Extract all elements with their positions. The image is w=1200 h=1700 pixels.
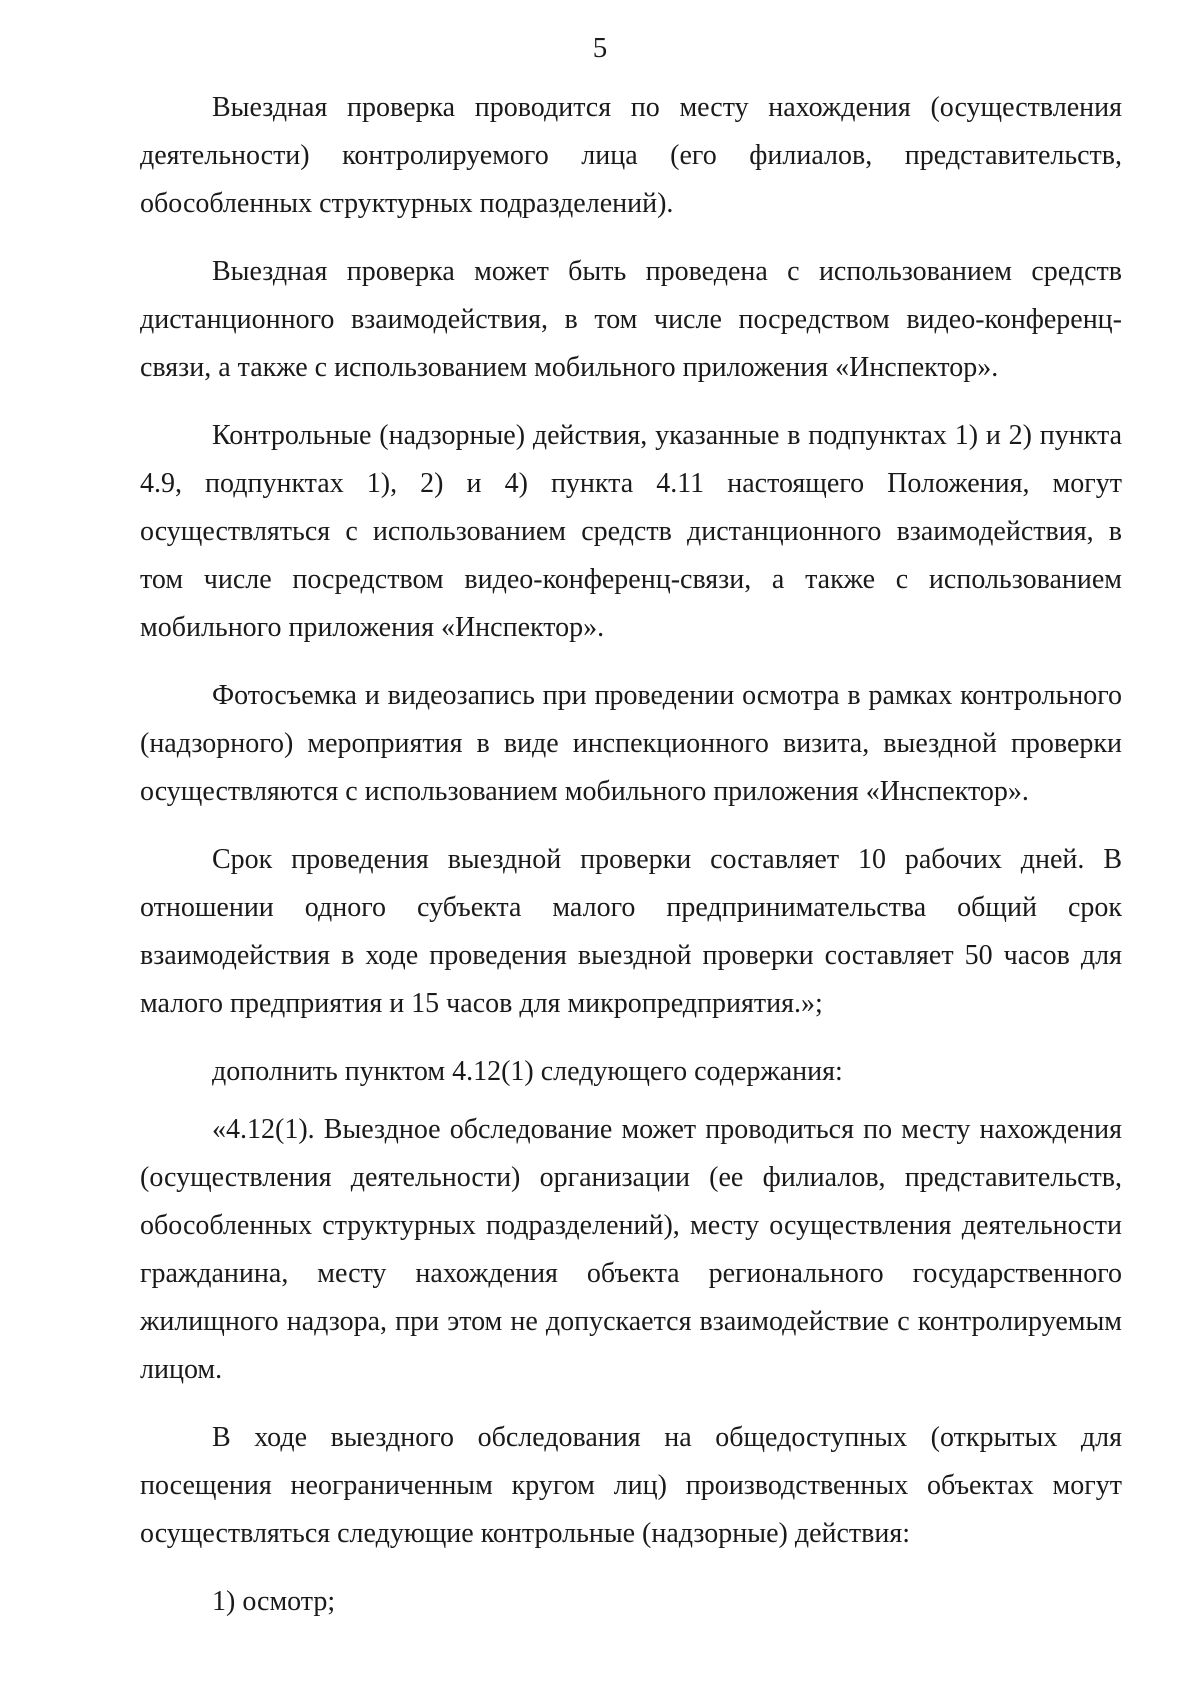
paragraph-onsite-inspection-location: Выездная проверка проводится по месту нахождения (осуществления деятельности) контролируемого лица (его филиалов, представительств, обособленных структурных подразделений). xyxy=(140,92,1122,219)
list-item-inspection: 1) осмотр; xyxy=(212,1586,336,1617)
paragraph-photo-video: Фотосъемка и видеозапись при проведении осмотра в рамках контрольного (надзорного) мероприятия в виде инспекционного визита, выездной проверки осуществляются с использованием мобильного приложения «Инспектор». xyxy=(140,680,1122,807)
paragraph-public-objects: В ходе выездного обследования на общедоступных (открытых для посещения неограниченным кругом лиц) производственных объектах могут осуществляться следующие контрольные (надзорные) действия: xyxy=(140,1422,1122,1549)
paragraph-clause-4-12-1: «4.12(1). Выездное обследование может проводиться по месту нахождения (осуществления деятельности) организации (ее филиалов, представительств, обособленных структурных подразделений), месту осуществления деятельности гражданина, месту нахождения объекта регионального государственного жилищного надзора, при этом не допускается взаимодействие с контролируемым лицом. xyxy=(140,1114,1122,1385)
document-body xyxy=(140,84,1122,1646)
paragraph-amendment-intro: дополнить пунктом 4.12(1) следующего содержания: xyxy=(212,1056,843,1087)
paragraph-remote-interaction: Выездная проверка может быть проведена с использованием средств дистанционного взаимодействия, в том числе посредством видео-конференц-связи, а также с использованием мобильного приложения «Инспектор». xyxy=(140,256,1122,383)
page-number: 5 xyxy=(592,32,608,64)
paragraph-inspection-duration: Срок проведения выездной проверки составляет 10 рабочих дней. В отношении одного субъекта малого предпринимательства общий срок взаимодействия в ходе проведения выездной проверки составляет 50 часов для малого предприятия и 15 часов для микропредприятия.»; xyxy=(140,844,1122,1019)
paragraph-control-actions: Контрольные (надзорные) действия, указанные в подпунктах 1) и 2) пункта 4.9, подпунктах 1), 2) и 4) пункта 4.11 настоящего Положения, могут осуществляться с использованием средств дистанционного взаимодействия, в том числе посредством видео-конференц-связи, а также с использованием мобильного приложения «Инспектор». xyxy=(140,420,1122,643)
